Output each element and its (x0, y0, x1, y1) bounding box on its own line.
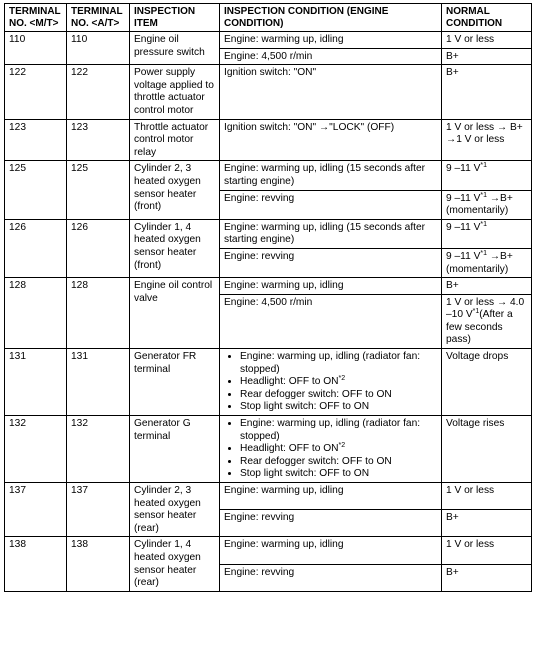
normal-condition: B+ (442, 278, 532, 295)
inspection-condition: Engine: warming up, idling (220, 32, 442, 49)
footnote-marker: *1 (480, 220, 487, 228)
inspection-item: Cylinder 2, 3 heated oxygen sensor heater (front) (130, 161, 220, 219)
inspection-condition: Engine: 4,500 r/min (220, 48, 442, 65)
header-terminal-mt: TERMINAL NO. <M/T> (5, 4, 67, 32)
inspection-item: Generator FR terminal (130, 349, 220, 416)
normal-condition: 1 V or less → 4.0 –10 $V^{*1}(After$ a few seconds pass) (442, 294, 532, 348)
inspection-condition: Engine: revving (220, 190, 442, 219)
terminal-at: 123 (67, 119, 130, 161)
table-row (5, 32, 532, 49)
inspection-condition: Engine: 4,500 r/min (220, 294, 442, 348)
normal-condition: B+ (442, 510, 532, 537)
inspection-condition: Engine: revving (220, 510, 442, 537)
normal-condition: 1 V or less (442, 483, 532, 510)
normal-condition: 1 V or less → B+ →1 V or less (442, 119, 532, 161)
terminal-at: 125 (67, 161, 130, 219)
normal-condition: B+ (442, 65, 532, 119)
normal-condition: B+ (442, 48, 532, 65)
terminal-at: 138 (67, 537, 130, 591)
header-inspection-item: INSPECTION ITEM (130, 4, 220, 32)
normal-condition: 9 –11 $V^{*1} \to B+$ (momentarily) (442, 190, 532, 219)
condition-list-item: • Rear defogger switch: OFF to ON (240, 456, 437, 469)
footnote-marker: *1 (480, 249, 487, 257)
terminal-at: 128 (67, 278, 130, 349)
normal-condition: 9 –11 $V^{*1}$ (442, 219, 532, 248)
inspection-item: Engine oil control valve (130, 278, 220, 349)
normal-condition: 9 –11 $V^{*1}$ (442, 161, 532, 190)
terminal-at: 131 (67, 349, 130, 416)
inspection-item: Throttle actuator control motor relay (130, 119, 220, 161)
condition-list-item: • Headlight: OFF to ON$^{*2}$ (240, 443, 437, 456)
terminal-at: 110 (67, 32, 130, 65)
condition-list-item: • Engine: warming up, idling (radiator fan: stopped) (240, 418, 437, 443)
condition-list (224, 351, 437, 414)
terminal-mt: 138 (5, 537, 67, 591)
terminal-mt: 137 (5, 483, 67, 537)
inspection-condition: Engine: warming up, idling (220, 278, 442, 295)
inspection-item: Cylinder 1, 4 heated oxygen sensor heater (front) (130, 219, 220, 277)
inspection-item: Power supply voltage applied to throttle actuator control motor (130, 65, 220, 119)
footnote-marker: *1 (480, 162, 487, 170)
table-row (5, 119, 532, 161)
terminal-mt: 125 (5, 161, 67, 219)
normal-condition: Voltage drops (442, 349, 532, 416)
table-row (5, 65, 532, 119)
footnote-marker: *1 (472, 308, 480, 316)
inspection-item: Generator G terminal (130, 416, 220, 483)
condition-list-item: • Rear defogger switch: OFF to ON (240, 389, 437, 402)
terminal-mt: 126 (5, 219, 67, 277)
table-row (5, 483, 532, 510)
header-terminal-at: TERMINAL NO. <A/T> (67, 4, 130, 32)
terminal-mt: 128 (5, 278, 67, 349)
inspection-condition: Engine: warming up, idling (220, 537, 442, 564)
terminal-mt: 110 (5, 32, 67, 65)
condition-list-item: • Stop light switch: OFF to ON (240, 401, 437, 414)
condition-list-item: • Stop light switch: OFF to ON (240, 468, 437, 481)
terminal-at: 137 (67, 483, 130, 537)
table-row (5, 349, 532, 416)
table-row (5, 219, 532, 248)
condition-list (224, 418, 437, 481)
inspection-condition: Engine: warming up, idling (220, 483, 442, 510)
footnote-marker: *2 (338, 375, 346, 383)
inspection-item: Cylinder 2, 3 heated oxygen sensor heater (rear) (130, 483, 220, 537)
footnote-marker: *2 (338, 442, 346, 450)
table-body (5, 32, 532, 592)
inspection-table (4, 3, 532, 592)
inspection-condition: Engine: warming up, idling (15 seconds after starting engine) (220, 219, 442, 248)
terminal-mt: 122 (5, 65, 67, 119)
footnote-marker: *1 (480, 191, 487, 199)
normal-condition: Voltage rises (442, 416, 532, 483)
condition-list-item: • Engine: warming up, idling (radiator fan: stopped) (240, 351, 437, 376)
inspection-condition: Engine: revving (220, 248, 442, 277)
table-row (5, 161, 532, 190)
inspection-condition: Ignition switch: "ON" (220, 65, 442, 119)
table-row (5, 416, 532, 483)
inspection-condition (220, 349, 442, 416)
table-row (5, 537, 532, 564)
normal-condition: 1 V or less (442, 537, 532, 564)
table-row (5, 278, 532, 295)
header-row (5, 4, 532, 32)
header-inspection-condition: INSPECTION CONDITION (ENGINE CONDITION) (220, 4, 442, 32)
terminal-mt: 123 (5, 119, 67, 161)
terminal-at: 122 (67, 65, 130, 119)
condition-list-item: • Headlight: OFF to ON$^{*2}$ (240, 376, 437, 389)
inspection-condition (220, 416, 442, 483)
inspection-item: Engine oil pressure switch (130, 32, 220, 65)
inspection-condition: Engine: revving (220, 564, 442, 591)
inspection-condition: Ignition switch: "ON" →"LOCK" (OFF) (220, 119, 442, 161)
terminal-at: 132 (67, 416, 130, 483)
header-normal-condition: NORMAL CONDITION (442, 4, 532, 32)
inspection-condition: Engine: warming up, idling (15 seconds after starting engine) (220, 161, 442, 190)
normal-condition: 9 –11 $V^{*1} \to B+$ (momentarily) (442, 248, 532, 277)
terminal-mt: 131 (5, 349, 67, 416)
terminal-at: 126 (67, 219, 130, 277)
terminal-mt: 132 (5, 416, 67, 483)
normal-condition: B+ (442, 564, 532, 591)
normal-condition: 1 V or less (442, 32, 532, 49)
inspection-item: Cylinder 1, 4 heated oxygen sensor heater (rear) (130, 537, 220, 591)
